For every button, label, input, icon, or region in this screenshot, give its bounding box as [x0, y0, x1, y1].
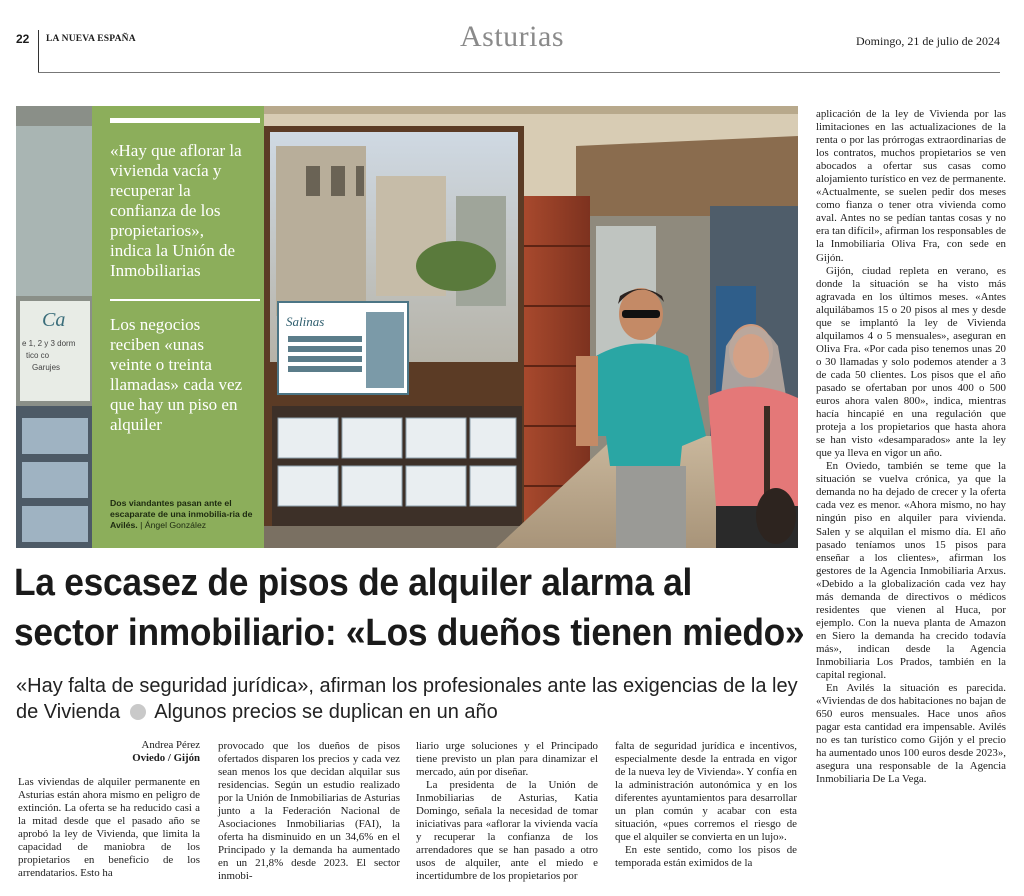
- left-sign-line4: Garujes: [32, 363, 61, 372]
- headline-line-2: sector inmobiliario: «Los dueños tienen miedo»: [14, 612, 805, 654]
- paragraph: Gijón, ciudad repleta en verano, es donde la situación se ha visto más agravada en los últimos meses. «Antes alquilábamos 15 o 20 pisos al mes y desde que se implantó la ley de Vivienda alquilamos 4 o 5 mensuales», aseguran en Oliva Fra. «Por cada piso tenemos unas 20 o 30 llamadas y solo podemos atender a 3 de cada 50 clientes. Los pisos que el año pasado se ofertaban por unos 400 o 500 euros ahora valen 800», indica, mientras hacía hincapié en una regulación que proteja a los propietarios que hasta ahora se han visto «desamparados» ante la ley que ya lleva en vigor un año.: [816, 264, 1006, 460]
- body-column-1: [18, 776, 200, 880]
- right-column: [816, 108, 1006, 786]
- callout-quote-1: «Hay que aflorar la vivienda vacía y recuperar la confianza de los propietarios», indica la Unión de Inmobiliarias: [110, 141, 242, 280]
- page-number: 22: [16, 32, 30, 46]
- left-sign-line3: tico co: [26, 351, 50, 360]
- subheadline: [16, 673, 806, 725]
- paragraph: En Oviedo, también se teme que la situación se vuelva crónica, ya que la demanda no ha dejado de crecer y la oferta cada vez es menor. «Ahora mismo, no hay ningún piso en alquiler para vivienda. Salen y se alquilan el mismo día. El año pasado teníamos unos 15 pisos para enseñar a los clientes», afirman los gestores de la Agencia Inmobiliaria Arxus. «Debido a la globalización cada vez hay más demanda de directivos o médicos residentes que vienen al Huca, por ejemplo. Con la nueva planta de Amazon en Siero la demanda ha crecido todavía más», indican desde la Agencia Inmobiliaria Los Prados, también en la capital regional.: [816, 460, 1006, 682]
- newspaper-name: LA NUEVA ESPAÑA: [46, 34, 136, 44]
- author-name: Andrea Pérez: [141, 739, 200, 751]
- callout-separator: [110, 299, 260, 301]
- paragraph: Las viviendas de alquiler permanente en Asturias están ahora mismo en peligro de extinción. La oferta se ha reducido casi a la mitad desde que el pasado año se aprobó la ley de Vivienda, que limita la capacidad de maniobra de los propietarios en beneficio de los arrendatarios. Esto ha: [18, 776, 200, 880]
- callout-quote-2: Los negocios reciben «unas veinte o treinta llamadas» cada vez que hay un piso en alquiler: [110, 314, 243, 434]
- body-column-4: [615, 740, 797, 870]
- paragraph: aplicación de la ley de Vivienda por las limitaciones en las actualizaciones de la renta o por las prórrogas extraordinarias de los contratos, muchos propietarios se ven abocados a ofertar sus casas como alojamiento turístico en vez de permanente. «Actualmente, se suelen pedir dos meses como fianza o tener otra vivienda como aval. Antes no se pedían tantas cosas y no era tan difícil», afirman los responsables de la Inmobiliaria Oliva Fra, con sede en Gijón.: [816, 108, 1006, 264]
- paragraph: La presidenta de la Unión de Inmobiliarias de Asturias, Katia Domingo, señala la necesidad de tomar iniciativas para «aflorar la vivienda vacía y recuperar la confianza de los arrendadores que se han pasado a otro usos de alquiler, ante el miedo e incertidumbre de los propietarios por: [416, 779, 598, 883]
- section-title: Asturias: [460, 20, 564, 53]
- left-sign-line2: e 1, 2 y 3 dorm: [22, 339, 76, 348]
- left-sign-text: Ca: [42, 309, 66, 331]
- header-rule: [38, 72, 1000, 73]
- paragraph: En este sentido, como los pisos de temporada están eximidos de la: [615, 844, 797, 870]
- photo-caption: [110, 498, 260, 531]
- dateline-place: Oviedo / Gijón: [132, 752, 200, 764]
- photo-credit: | Ángel González: [140, 520, 207, 530]
- byline: [30, 739, 200, 765]
- issue-date: Domingo, 21 de julio de 2024: [856, 34, 1000, 48]
- paragraph: liario urge soluciones y el Principado tiene previsto un plan para dinamizar el mercado, aún por diseñar.: [416, 740, 598, 779]
- subhead-part-1: «Hay falta de seguridad jurídica», afirman los profesionales ante las exigencias de la ley de Vivienda: [16, 675, 798, 723]
- subhead-part-2: Algunos precios se duplican en un año: [154, 701, 498, 723]
- headline: [14, 558, 805, 658]
- paragraph: provocado que los dueños de pisos ofertados disparen los precios y cada vez sean menos los que decidan alquilar sus residencias. Según un estudio realizado por la Unión de Inmobiliarias de Asturias junto a la Federación Nacional de Asociaciones Inmobiliarias (FAI), la oferta ha disminuido en un 34,6% en el Principado y la demanda ha aumentado en un 21,8% desde 2023. El sector inmobi-: [218, 740, 400, 883]
- paragraph: falta de seguridad jurídica e incentivos, especialmente desde la entrada en vigor de la nueva ley de Vivienda». Y confía en la administración autonómica y en los diferentes ayuntamientos para desarrollar un plan común y acabar con esta situación, «pues corremos el riesgo de que el alquiler se convierta en un lujo».: [615, 740, 797, 844]
- caption-text: Dos viandantes pasan ante el escaparate de una inmobilia-ria de Avilés.: [110, 498, 253, 530]
- headline-line-1: La escasez de pisos de alquiler alarma al: [14, 562, 693, 604]
- body-column-3: [416, 740, 598, 884]
- paragraph: En Avilés la situación es parecida. «Viviendas de dos habitaciones no bajan de 650 euros mensuales. Hace unos años pagar esta cantidad era impensable. Avilés no es tan turístico como Gijón y el precio ha aumentado unos 100 euros desde 2023», asegura una responsable de la Agencia Inmobiliaria De La Vega.: [816, 682, 1006, 786]
- callout-top-bar: [110, 118, 260, 123]
- quote-callout: [92, 106, 264, 548]
- bullet-dot-icon: [130, 704, 146, 720]
- body-column-2: [218, 740, 400, 884]
- salinas-sign-text: Salinas: [286, 314, 325, 329]
